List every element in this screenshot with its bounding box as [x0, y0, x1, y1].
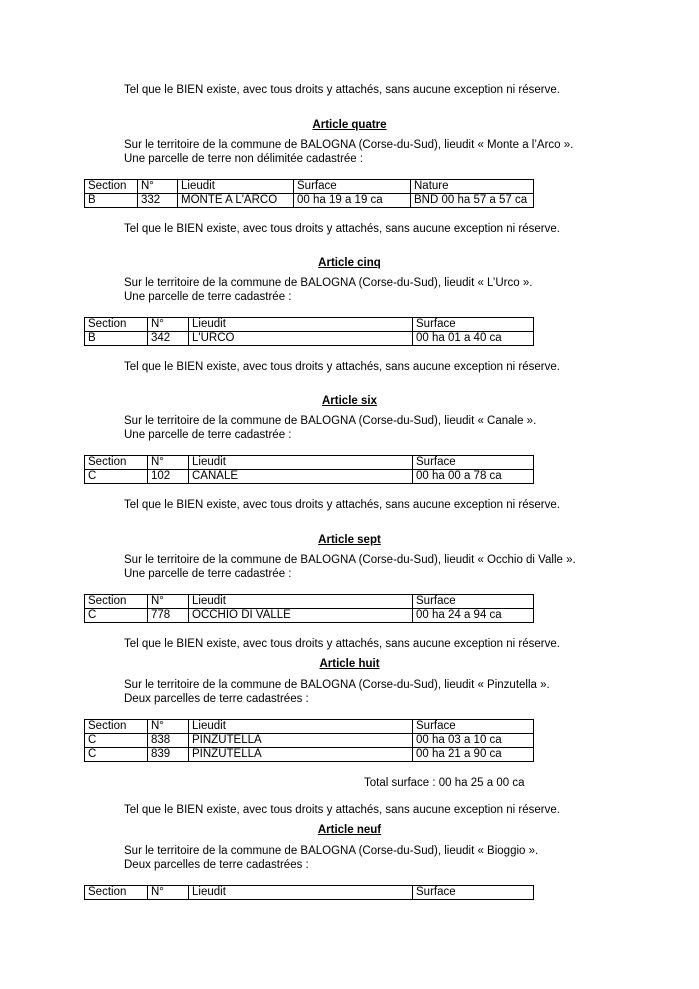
article-paragraph: Une parcelle de terre cadastrée : [124, 429, 292, 441]
table-cell: B [85, 332, 148, 346]
table-cell: 102 [148, 470, 189, 484]
table-cell: C [85, 470, 148, 484]
header-cell: Nature [411, 180, 534, 194]
header-cell: Section [85, 456, 148, 470]
table-header-row [85, 595, 534, 609]
article-title: Article huit [319, 658, 380, 670]
table-cell: L'URCO [189, 332, 413, 346]
reserve-clause: Tel que le BIEN existe, avec tous droits y attachés, sans aucune exception ni réserve. [124, 499, 560, 511]
header-cell: Section [85, 180, 138, 194]
table-cell: PINZUTELLA [189, 734, 413, 748]
article-paragraph: Sur le territoire de la commune de BALOGNA (Corse-du-Sud), lieudit « L’Urco ». [124, 277, 533, 289]
header-cell: N° [148, 318, 189, 332]
article-paragraph: Deux parcelles de terre cadastrées : [124, 693, 309, 705]
table-cell: C [85, 609, 148, 623]
article-paragraph: Une parcelle de terre cadastrée : [124, 568, 292, 580]
cadastre-table [84, 455, 534, 484]
header-cell: N° [148, 886, 189, 900]
table-cell: 00 ha 24 a 94 ca [413, 609, 534, 623]
header-cell: Lieudit [189, 456, 413, 470]
table-cell: BND 00 ha 57 a 57 ca [411, 194, 534, 208]
table-row [85, 748, 534, 762]
header-cell: N° [138, 180, 178, 194]
header-cell: Section [85, 595, 148, 609]
reserve-clause: Tel que le BIEN existe, avec tous droits y attachés, sans aucune exception ni réserve. [124, 223, 560, 235]
cadastre-table [84, 317, 534, 346]
table-header-row [85, 456, 534, 470]
header-cell: Lieudit [189, 720, 413, 734]
reserve-clause: Tel que le BIEN existe, avec tous droits y attachés, sans aucune exception ni réserve. [124, 84, 560, 96]
article-paragraph: Sur le territoire de la commune de BALOGNA (Corse-du-Sud), lieudit « Bioggio ». [124, 845, 539, 857]
article-paragraph: Sur le territoire de la commune de BALOGNA (Corse-du-Sud), lieudit « Occhio di Valle ». [124, 554, 576, 566]
table-row [85, 470, 534, 484]
table-row [85, 194, 534, 208]
table-row [85, 609, 534, 623]
article-title: Article quatre [312, 119, 387, 131]
cadastre-table [84, 594, 534, 623]
table-cell: OCCHIO DI VALLE [189, 609, 413, 623]
table-cell: 342 [148, 332, 189, 346]
total-surface: Total surface : 00 ha 25 a 00 ca [364, 777, 525, 789]
header-cell: N° [148, 595, 189, 609]
table-header-row [85, 886, 534, 900]
header-cell: Lieudit [189, 318, 413, 332]
table-cell: 00 ha 21 a 90 ca [413, 748, 534, 762]
article-title: Article six [322, 395, 377, 407]
reserve-clause: Tel que le BIEN existe, avec tous droits y attachés, sans aucune exception ni réserve. [124, 638, 560, 650]
cadastre-table [84, 885, 534, 900]
table-row [85, 734, 534, 748]
table-cell: 00 ha 01 a 40 ca [413, 332, 534, 346]
reserve-clause: Tel que le BIEN existe, avec tous droits y attachés, sans aucune exception ni réserve. [124, 361, 560, 373]
table-cell: 839 [148, 748, 189, 762]
article-paragraph: Sur le territoire de la commune de BALOGNA (Corse-du-Sud), lieudit « Pinzutella ». [124, 679, 550, 691]
table-cell: C [85, 734, 148, 748]
header-cell: Section [85, 886, 148, 900]
cadastre-table [84, 719, 534, 762]
reserve-clause: Tel que le BIEN existe, avec tous droits y attachés, sans aucune exception ni réserve. [124, 804, 560, 816]
article-paragraph: Une parcelle de terre cadastrée : [124, 291, 292, 303]
article-title: Article neuf [317, 824, 382, 836]
table-row [85, 332, 534, 346]
header-cell: Surface [294, 180, 411, 194]
table-cell: B [85, 194, 138, 208]
article-paragraph: Sur le territoire de la commune de BALOGNA (Corse-du-Sud), lieudit « Monte a l’Arco ». [124, 139, 574, 151]
header-cell: Surface [413, 595, 534, 609]
article-paragraph: Sur le territoire de la commune de BALOGNA (Corse-du-Sud), lieudit « Canale ». [124, 415, 537, 427]
table-cell: CANALE [189, 470, 413, 484]
header-cell: Surface [413, 318, 534, 332]
article-title: Article sept [318, 534, 381, 546]
header-cell: Surface [413, 456, 534, 470]
article-paragraph: Deux parcelles de terre cadastrées : [124, 859, 309, 871]
header-cell: Surface [413, 720, 534, 734]
header-cell: Section [85, 720, 148, 734]
table-cell: PINZUTELLA [189, 748, 413, 762]
table-cell: 778 [148, 609, 189, 623]
article-title: Article cinq [318, 257, 381, 269]
table-cell: C [85, 748, 148, 762]
article-paragraph: Une parcelle de terre non délimitée cadastrée : [124, 153, 364, 165]
table-cell: 00 ha 03 a 10 ca [413, 734, 534, 748]
cadastre-table [84, 179, 534, 208]
table-cell: 00 ha 00 a 78 ca [413, 470, 534, 484]
header-cell: N° [148, 720, 189, 734]
header-cell: N° [148, 456, 189, 470]
header-cell: Lieudit [189, 886, 413, 900]
table-cell: MONTE A L'ARCO [178, 194, 294, 208]
header-cell: Lieudit [189, 595, 413, 609]
table-header-row [85, 720, 534, 734]
table-cell: 838 [148, 734, 189, 748]
table-cell: 332 [138, 194, 178, 208]
table-header-row [85, 318, 534, 332]
header-cell: Section [85, 318, 148, 332]
header-cell: Lieudit [178, 180, 294, 194]
table-header-row [85, 180, 534, 194]
table-cell: 00 ha 19 a 19 ca [294, 194, 411, 208]
header-cell: Surface [413, 886, 534, 900]
